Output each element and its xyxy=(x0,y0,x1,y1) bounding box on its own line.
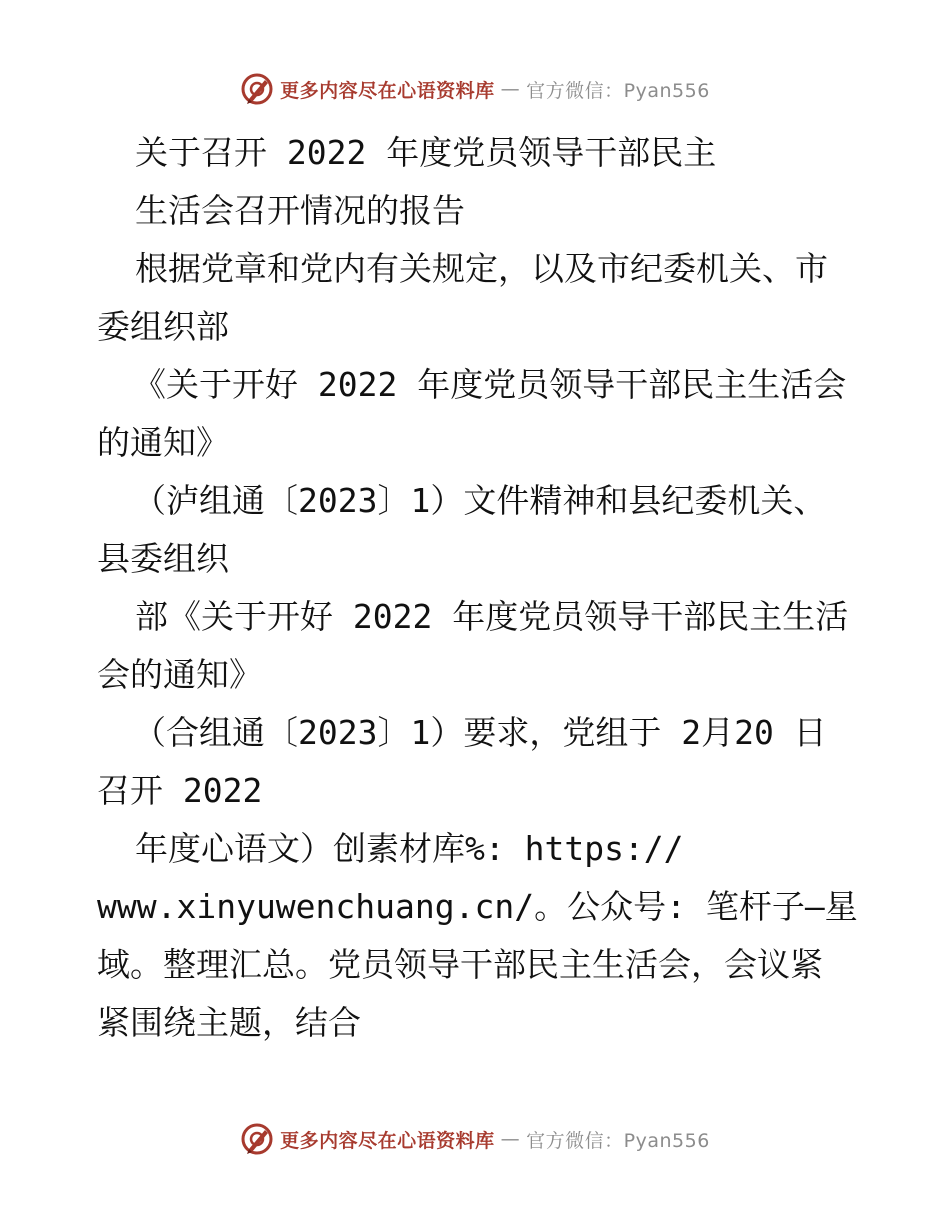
footer-watermark xyxy=(0,1122,950,1156)
document-body xyxy=(97,124,867,1052)
paragraph-line: 会的通知》 xyxy=(97,655,262,694)
doc-title-line-1: 关于召开 2022 年度党员领导干部民主 xyxy=(135,133,717,172)
header-watermark xyxy=(0,72,950,106)
paragraph-line: （合组通〔2023〕1）要求，党组于 2月20 日 xyxy=(133,713,827,752)
paragraph-line: 《关于开好 2022 年度党员领导干部民主生活会 xyxy=(133,365,847,404)
brand-text: 更多内容尽在心语资料库 xyxy=(280,79,495,102)
paragraph-line: 年度心语文）创素材库%: https:// xyxy=(135,829,684,868)
wechat-text: 官方微信：Pyan556 xyxy=(526,79,710,102)
paragraph-line: 县委组织 xyxy=(97,539,229,578)
paragraph-line: 委组织部 xyxy=(97,307,229,346)
paragraph-line: www.xinyuwenchuang.cn/。公众号: 笔杆子—星 xyxy=(97,887,858,926)
paragraph-line: 域。整理汇总。党员领导干部民主生活会，会议紧 xyxy=(97,945,823,984)
paragraph-line: 根据党章和党内有关规定，以及市纪委机关、市 xyxy=(135,249,828,288)
red-pen-logo-icon xyxy=(240,72,274,106)
paragraph-line: 的通知》 xyxy=(97,423,229,462)
paragraph-line: （泸组通〔2023〕1）文件精神和县纪委机关、 xyxy=(133,481,827,520)
paragraph-line: 紧围绕主题，结合 xyxy=(97,1003,361,1042)
red-pen-logo-icon xyxy=(240,1122,274,1156)
brand-text: 更多内容尽在心语资料库 xyxy=(280,1129,495,1152)
wechat-text: 官方微信：Pyan556 xyxy=(526,1129,710,1152)
doc-title-line-2: 生活会召开情况的报告 xyxy=(135,191,465,230)
brand-separator: — xyxy=(500,78,521,100)
paragraph-line: 部《关于开好 2022 年度党员领导干部民主生活 xyxy=(135,597,849,636)
brand-separator: — xyxy=(500,1128,521,1150)
paragraph-line: 召开 2022 xyxy=(97,771,263,810)
